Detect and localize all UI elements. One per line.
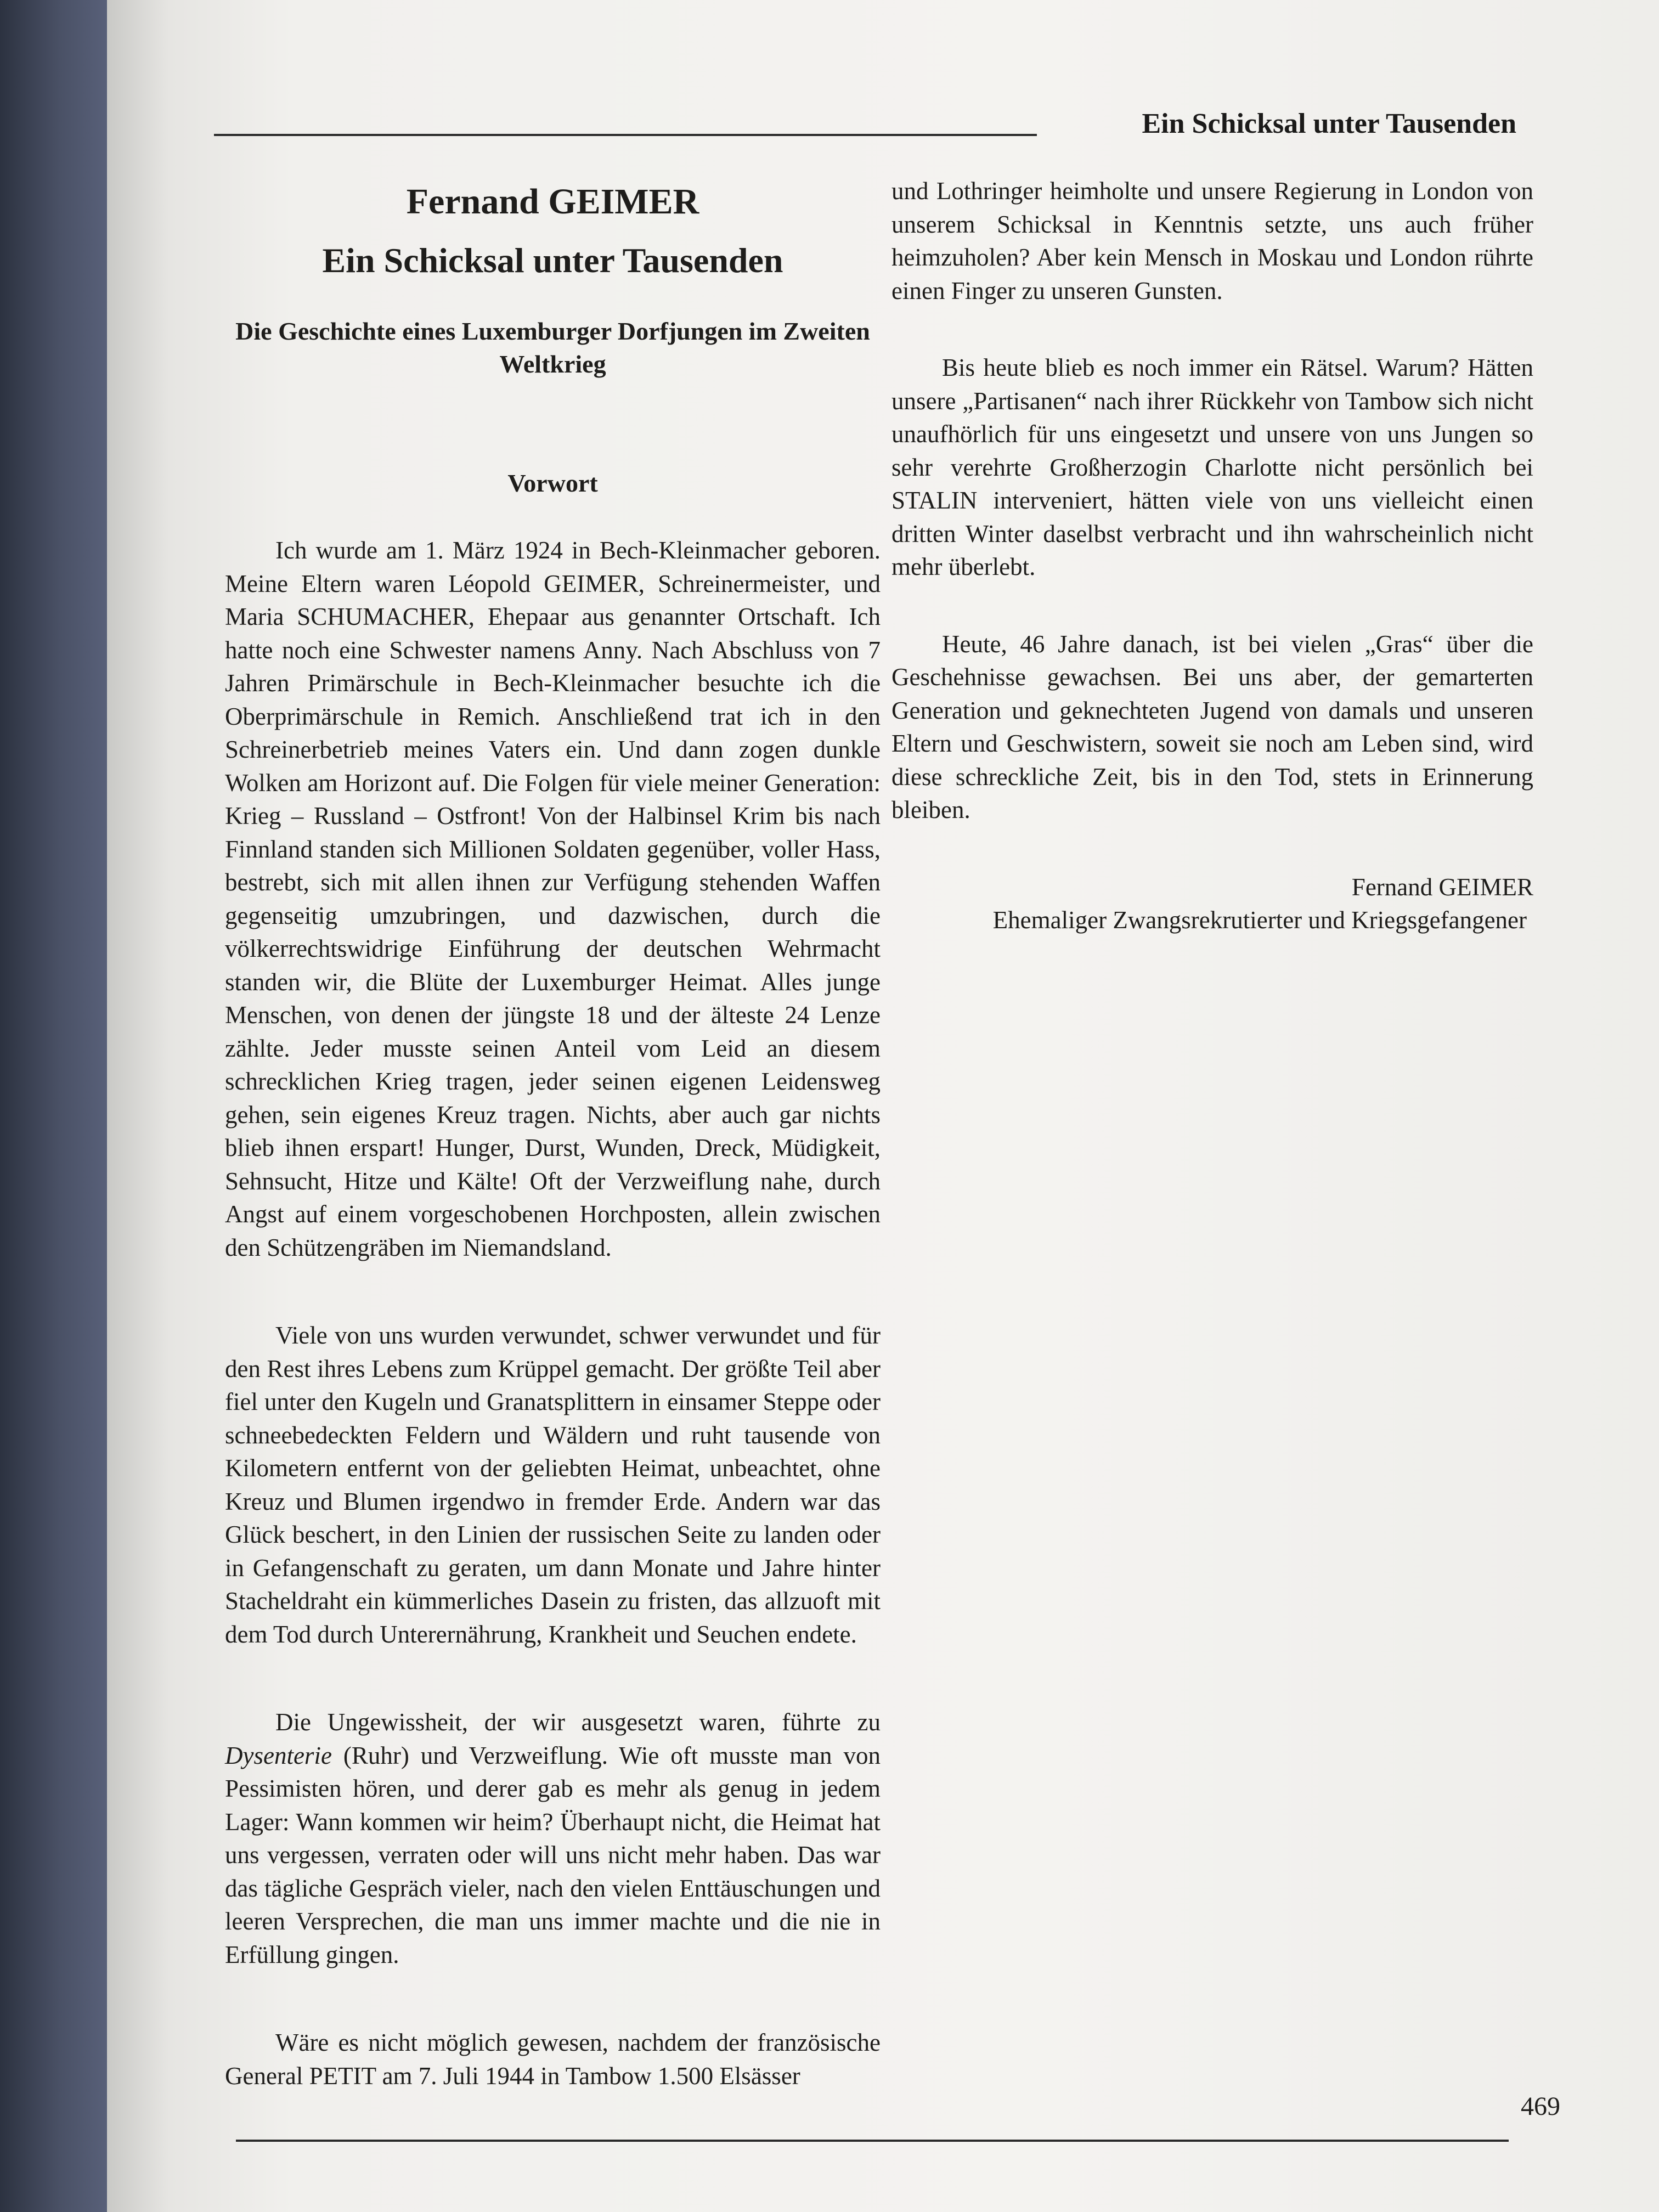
paragraph: Bis heute blieb es noch immer ein Rätsel. Warum? Hätten unsere „Partisanen“ nach ihrer Rückkehr von Tambow sich nicht unaufhörlich für uns eingesetzt und unsere von uns Jungen so sehr verehrte Großherzogin Charlotte nicht persönlich bei STALIN interveniert, hätten viele von uns vielleicht einen dritten Winter daselbst verbracht und ihn wahrscheinlich nicht mehr überlebt.: [891, 354, 1533, 580]
header-rule: [214, 134, 1037, 136]
right-column: [891, 174, 1533, 936]
article-title: Ein Schicksal unter Tausenden: [322, 241, 783, 280]
paragraph: und Lothringer heimholte und unsere Regierung in London von unserem Schicksal in Kenntnis setzte, uns auch früher heimzuholen? Aber kein Mensch in Moskau und London rührte einen Finger zu unseren Gunsten.: [891, 177, 1533, 304]
signature-role: Ehemaliger Zwangsrekrutierter und Kriegsgefangener: [992, 906, 1527, 934]
text-run: Die Ungewissheit, der wir ausgesetzt waren, führte zu: [275, 1708, 881, 1736]
article-subtitle: Die Geschichte eines Luxemburger Dorfjungen im Zweiten Weltkrieg: [235, 317, 870, 378]
footer-rule: [236, 2140, 1509, 2142]
page-number: 469: [1521, 2092, 1560, 2121]
signature-name: Fernand GEIMER: [1351, 873, 1533, 901]
running-head: Ein Schicksal unter Tausenden: [1142, 108, 1516, 139]
paragraph: Heute, 46 Jahre danach, ist bei vielen „Gras“ über die Geschehnisse gewachsen. Bei uns aber, der gemarterten Generation und geknechteten Jugend von damals und unseren Eltern und Geschwistern, soweit sie noch am Leben sind, wird diese schreckliche Zeit, bis in den Tod, stets in Erinnerung bleiben.: [891, 630, 1533, 823]
section-heading: Vorwort: [507, 469, 598, 497]
book-spine: [0, 0, 110, 2212]
paragraph: Ich wurde am 1. März 1924 in Bech-Kleinmacher geboren. Meine Eltern waren Léopold GEIMER, Schreinermeister, und Maria SCHUMACHER, Ehepaar aus genannter Ortschaft. Ich hatte noch eine Schwester namens Anny. Nach Abschluss von 7 Jahren Primärschule in Bech-Kleinmacher besuchte ich die Oberprimärschule in Remich. Anschließend trat ich in den Schreinerbetrieb meines Vaters ein. Und dann zogen dunkle Wolken am Horizont auf. Die Folgen für viele meiner Generation: Krieg – Russland – Ostfront! Von der Halbinsel Krim bis nach Finnland standen sich Millionen Soldaten gegenüber, voller Hass, bestrebt, sich mit allen ihnen zur Verfügung stehenden Waffen gegenseitig umzubringen, und dazwischen, durch die völkerrechtswidrige Einführung der deutschen Wehrmacht standen wir, die Blüte der Luxemburger Heimat. Alles junge Menschen, von denen der jüngste 18 und der älteste 24 Lenze zählte. Jeder musste seinen Anteil vom Leid an diesem schrecklichen Krieg tragen, jeder seinen eigenen Leidensweg gehen, sein eigenes Kreuz tragen. Nichts, aber auch gar nichts blieb ihnen erspart! Hunger, Durst, Wunden, Dreck, Müdigkeit, Sehnsucht, Hitze und Kälte! Oft der Verzweiflung nahe, durch Angst auf einem vorgeschobenen Horchposten, allein zwischen den Schützengräben im Niemandsland.: [225, 537, 881, 1261]
paragraph: Viele von uns wurden verwundet, schwer verwundet und für den Rest ihres Lebens zum Krüppel gemacht. Der größte Teil aber fiel unter den Kugeln und Granatsplittern in einsamer Steppe oder schneebedeckten Feldern und Wäldern und ruht tausende von Kilometern entfernt von der geliebten Heimat, unbeachtet, ohne Kreuz und Blumen irgendwo in fremder Erde. Andern war das Glück beschert, in den Linien der russischen Seite zu landen oder in Gefangenschaft zu geraten, um dann Monate und Jahre hinter Stacheldraht ein kümmerliches Dasein zu fristen, das allzuoft mit dem Tod durch Unterernährung, Krankheit und Seuchen endete.: [225, 1322, 881, 1648]
paragraph: [225, 1706, 881, 1971]
author-name: Fernand GEIMER: [406, 182, 699, 222]
paragraph: Wäre es nicht möglich gewesen, nachdem der französische General PETIT am 7. Juli 1944 in Tambow 1.500 Elsässer: [225, 2029, 881, 2090]
left-column: [225, 181, 881, 2092]
italic-term: Dysenterie: [225, 1741, 332, 1769]
text-run: (Ruhr) und Verzweiflung. Wie oft musste man von Pessimisten hören, und derer gab es mehr als genug in jedem Lager: Wann kommen wir heim? Überhaupt nicht, die Heimat hat uns vergessen, verraten oder will uns nicht mehr haben. Das war das tägliche Gespräch vieler, nach den vielen Enttäuschungen und leeren Versprechen, die man uns immer machte und die nie in Erfüllung gingen.: [225, 1741, 881, 1968]
